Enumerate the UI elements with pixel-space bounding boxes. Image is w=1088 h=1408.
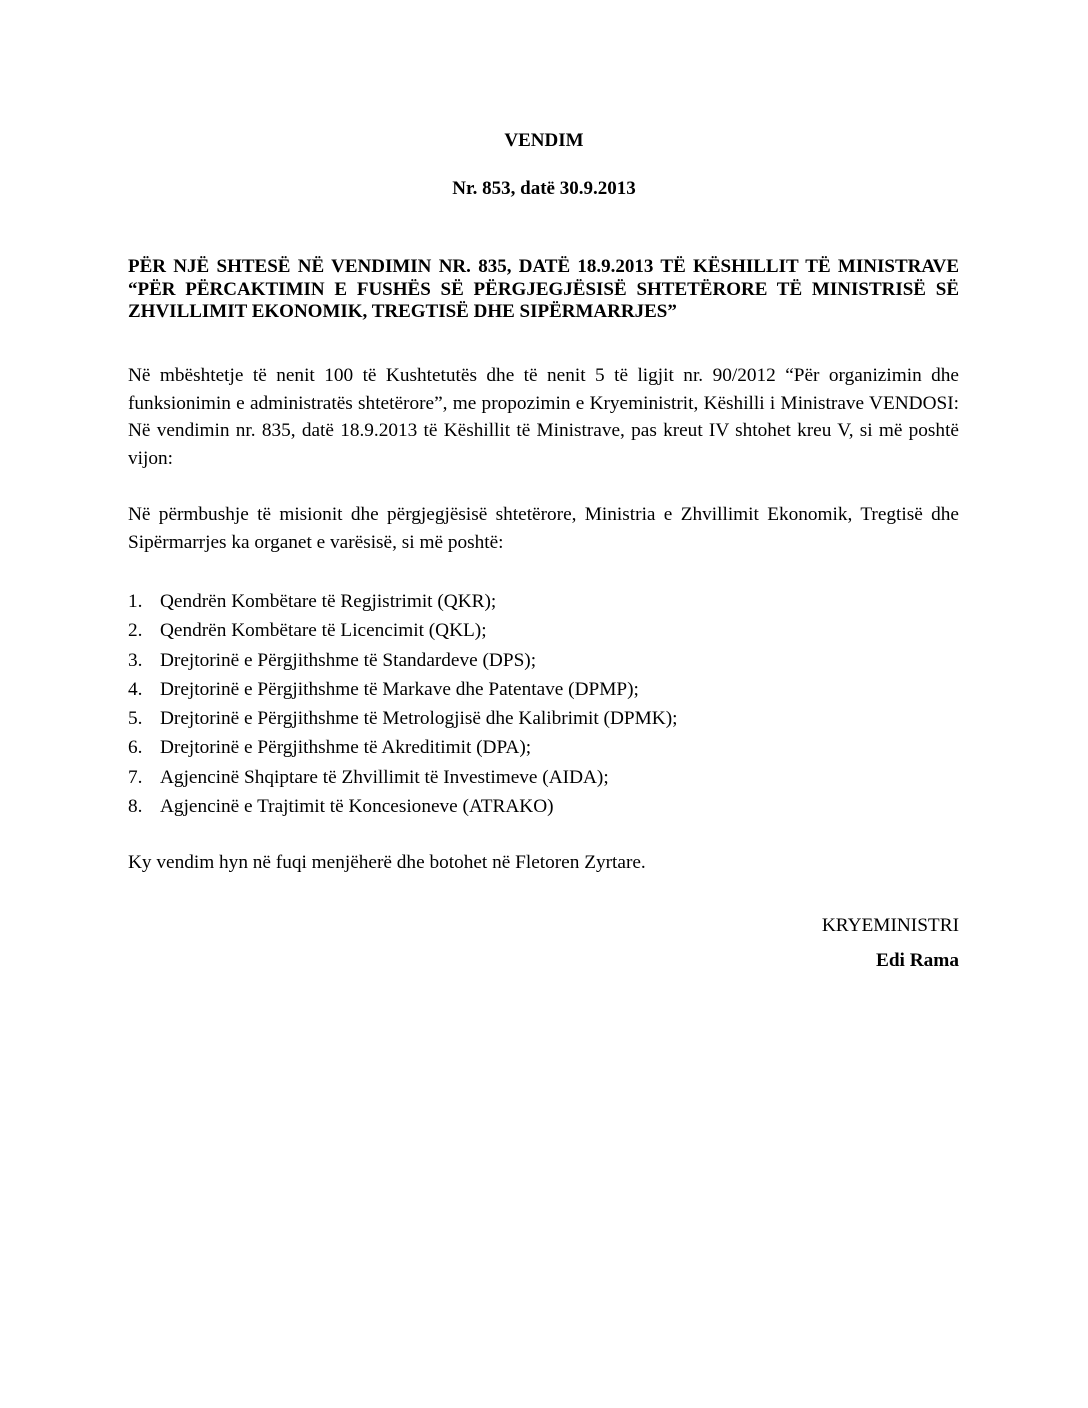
list-item-text: Drejtorinë e Përgjithshme të Markave dhe Patentave (DPMP);: [160, 678, 639, 700]
list-item: [128, 733, 959, 762]
list-item: [128, 587, 959, 616]
list-item-text: Drejtorinë e Përgjithshme të Metrologjisë dhe Kalibrimit (DPMK);: [160, 708, 678, 730]
list-item-number: 2.: [128, 620, 143, 642]
list-item: [128, 646, 959, 675]
list-item-text: Agjencinë Shqiptare të Zhvillimit të Investimeve (AIDA);: [160, 766, 609, 788]
signer-title: KRYEMINISTRI: [821, 915, 959, 936]
document-number: Nr. 853, datë 30.9.2013: [452, 178, 636, 199]
list-item: [128, 675, 959, 704]
list-item-number: 5.: [128, 708, 143, 730]
list-item: [128, 616, 959, 645]
closing-paragraph: Ky vendim hyn në fuqi menjëherë dhe botohet në Fletoren Zyrtare.: [128, 852, 646, 873]
list-item: [128, 792, 959, 821]
list-item-number: 4.: [128, 678, 143, 700]
document-title: VENDIM: [504, 130, 584, 151]
list-item-text: Qendrën Kombëtare të Regjistrimit (QKR);: [160, 591, 497, 612]
list-item-text: Agjencinë e Trajtimit të Koncesioneve (ATRAKO): [160, 796, 554, 818]
document-subject: PËR NJË SHTESË NË VENDIMIN NR. 835, DATË 18.9.2013 TË KËSHILLIT TË MINISTRAVE “PËR PËRCAKTIMIN E FUSHËS SË PËRGJEGJËSISË SHTETËRORE TË MINISTRISË SË ZHVILLIMIT EKONOMIK, TREGTISË DHE SIPËRMARRJES”: [128, 256, 959, 322]
mission-paragraph: Në përmbushje të misionit dhe përgjegjësisë shtetërore, Ministria e Zhvillimit Ekonomik, Tregtisë dhe Sipërmarrjes ka organet e varësisë, si më poshtë:: [128, 504, 959, 553]
list-item: [128, 763, 959, 792]
list-item-text: Drejtorinë e Përgjithshme të Standardeve (DPS);: [160, 649, 537, 671]
list-item-number: 8.: [128, 796, 143, 818]
signer-name: Edi Rama: [875, 950, 959, 971]
list-item: [128, 704, 959, 733]
legal-basis-paragraph: Në mbështetje të nenit 100 të Kushtetutës dhe të nenit 5 të ligjit nr. 90/2012 “Për organizimin dhe funksionimin e administratës shtetërore”, me propozimin e Kryeministrit, Këshilli i Ministrave VENDOSI: Në vendimin nr. 835, datë 18.9.2013 të Këshillit të Ministrave, pas kreut IV shtohet kreu V, si më poshtë vijon:: [128, 365, 959, 469]
list-item-text: Drejtorinë e Përgjithshme të Akreditimit (DPA);: [160, 737, 532, 759]
organs-list: [128, 587, 959, 821]
list-item-number: 7.: [128, 766, 143, 788]
list-item-number: 3.: [128, 649, 143, 671]
list-item-number: 1.: [128, 591, 143, 612]
list-item-number: 6.: [128, 737, 143, 759]
list-item-text: Qendrën Kombëtare të Licencimit (QKL);: [160, 620, 487, 642]
